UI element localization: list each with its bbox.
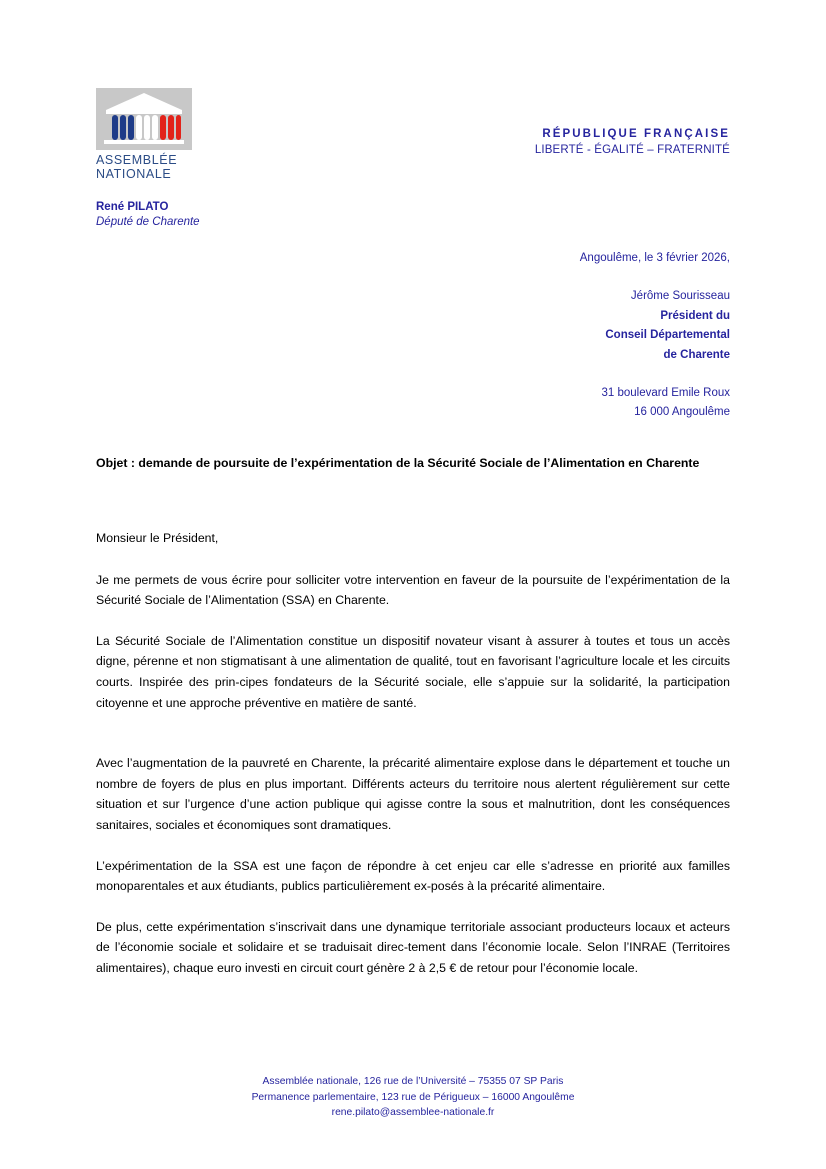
logo-wordmark-line2: NATIONALE [96, 166, 172, 181]
body-paragraph-3: Avec l’augmentation de la pauvreté en Charente, la précarité alimentaire explose dans le département et touche un nombre de foyers de plus en plus important. Différents acteurs du territoire nous alertent régulièrement sur cette situation et sur l’urgence d’une action publique qui agisse contre la sous et malnutrition, dont les conséquences sanitaires, sociales et économiques sont dramatiques. [96, 756, 730, 832]
recipient-name: Jérôme Sourisseau [630, 290, 730, 303]
recipient-title-line3: de Charente [663, 348, 730, 361]
recipient-street: 31 boulevard Emile Roux [601, 387, 730, 400]
letter-body [96, 528, 730, 979]
assemblee-nationale-emblem-icon [96, 88, 192, 150]
body-paragraph-4: L’expérimentation de la SSA est une façon de répondre à cet enjeu car elle s’adresse en priorité aux familles monoparentales et aux étudiants, publics particulièrement ex-posés à la précarité alimentaire. [96, 858, 730, 894]
address-block [300, 249, 730, 423]
body-paragraph-5: De plus, cette expérimentation s’inscrivait dans une dynamique territoriale associant producteurs locaux et acteurs de l’économie sociale et solidaire et se traduisait direc-tement dans l’économie locale. Selon l’INRAE (Territoires alimentaires), chaque euro investi en circuit court génère 2 à 2,5 € de retour pour l’économie locale. [96, 919, 730, 975]
logo-wordmark-line1: ASSEMBLÉE [96, 153, 178, 167]
letter-subject: Objet : demande de poursuite de l’expérimentation de la Sécurité Sociale de l’Alimentation en Charente [96, 456, 700, 470]
logo-wordmark [96, 154, 200, 181]
deputy-name: René PILATO [96, 201, 169, 213]
footer-address-national: Assemblée nationale, 126 rue de l’Université – 75355 07 SP Paris [262, 1076, 564, 1087]
assemblee-nationale-logo [96, 88, 200, 181]
republic-motto-block [535, 127, 730, 158]
deputy-role: Député de Charente [96, 216, 200, 228]
recipient-city: 16 000 Angoulême [634, 406, 730, 419]
letterhead [0, 88, 826, 248]
deputy-identity [96, 200, 200, 230]
body-paragraph-1: Je me permets de vous écrire pour solliciter votre intervention en faveur de la poursuite de l’expérimentation de la Sécurité Sociale de l’Alimentation (SSA) en Charente. [96, 572, 730, 608]
republic-motto: LIBERTÉ - ÉGALITÉ – FRATERNITÉ [534, 144, 730, 156]
letter-date: Angoulême, le 3 février 2026, [579, 252, 730, 264]
letter-footer [0, 1074, 826, 1121]
salutation: Monsieur le Président, [96, 531, 219, 545]
footer-address-local: Permanence parlementaire, 123 rue de Périgueux – 16000 Angoulême [251, 1091, 575, 1103]
republic-title: RÉPUBLIQUE FRANÇAISE [542, 128, 730, 140]
body-paragraph-2: La Sécurité Sociale de l’Alimentation constitue un dispositif novateur visant à assurer à toutes et tous un accès digne, pérenne et non stigmatisant à une alimentation de qualité, tout en favorisant l’agriculture locale et les circuits courts. Inspirée des prin-cipes fondateurs de la Sécurité sociale, elle s’appuie sur la solidarité, la participation citoyenne et une approche préventive en matière de santé. [96, 633, 730, 710]
footer-email[interactable]: rene.pilato@assemblee-nationale.fr [331, 1107, 495, 1118]
recipient-title-line2: Conseil Départemental [605, 329, 730, 342]
recipient-title-line1: Président du [660, 309, 730, 322]
